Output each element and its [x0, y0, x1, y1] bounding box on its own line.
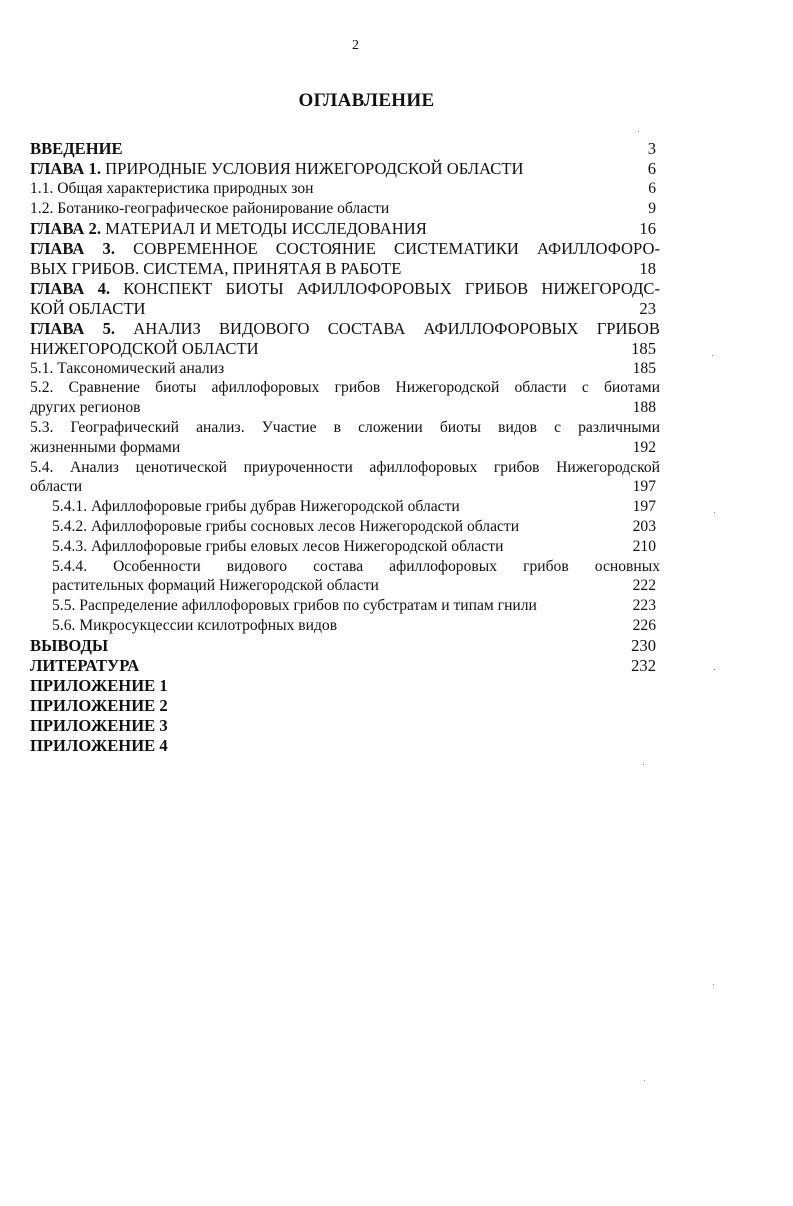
- toc-entry-chapter-4[interactable]: [30, 279, 660, 319]
- toc-entry-title: ВВЕДЕНИЕ: [30, 139, 123, 158]
- scan-speck: [712, 355, 713, 356]
- toc-entry-title-line1: 5.4. Анализ ценотической приуроченности афиллофоровых грибов Нижегородской: [30, 458, 660, 476]
- toc-entry-page: 232: [631, 655, 656, 675]
- toc-entry-appendix-3[interactable]: [30, 716, 660, 736]
- toc-entry-page: 6: [647, 159, 656, 178]
- toc-entry-title-line2: области: [30, 478, 83, 496]
- toc-entry-page: 9: [648, 199, 656, 217]
- toc-entry-5-6[interactable]: [30, 616, 660, 636]
- toc-entry-5-2[interactable]: [30, 378, 660, 418]
- toc-entry-page: 16: [639, 218, 656, 238]
- scan-speck: [713, 984, 714, 985]
- toc-entry-title-line2: ВЫХ ГРИБОВ. СИСТЕМА, ПРИНЯТАЯ В РАБОТЕ: [30, 258, 402, 278]
- toc-entry-page: 185: [631, 338, 656, 358]
- toc-entry-page: 203: [632, 517, 656, 535]
- toc-entry-page: 3: [647, 139, 656, 158]
- scan-speck: [643, 764, 644, 765]
- toc-entry-title: 5.5. Распределение афиллофоровых грибов по субстратам и типам гнили: [52, 597, 537, 615]
- toc-entry-title: 1.1. Общая характеристика природных зон: [30, 180, 314, 197]
- toc-entry-page: 223: [632, 597, 656, 615]
- toc-entry-title: МАТЕРИАЛ И МЕТОДЫ ИССЛЕДОВАНИЯ: [105, 218, 427, 238]
- toc-entry-1-1[interactable]: [30, 179, 660, 199]
- toc-entry-title-line1: 5.2. Сравнение биоты афиллофоровых грибов Нижегородской области с биотами: [30, 379, 660, 397]
- toc-entry-title: 1.2. Ботанико-географическое районирование области: [30, 199, 390, 217]
- page-number: 2: [352, 38, 359, 53]
- toc-entry-title: ПРИЛОЖЕНИЕ 3: [30, 715, 168, 735]
- toc-entry-title-line1: КОНСПЕКТ БИОТЫ АФИЛЛОФОРОВЫХ ГРИБОВ НИЖЕГОРОДС-: [123, 278, 660, 298]
- scan-speck: [638, 131, 639, 132]
- toc-entry-5-5[interactable]: [30, 596, 660, 616]
- toc-entry-title: ПРИРОДНЫЕ УСЛОВИЯ НИЖЕГОРОДСКОЙ ОБЛАСТИ: [105, 159, 524, 178]
- page-title: ОГЛАВЛЕНИЕ: [298, 90, 435, 111]
- toc-entry-page: 210: [632, 537, 656, 555]
- toc-entry-intro[interactable]: [30, 139, 660, 159]
- toc-entry-title: 5.4.1. Афиллофоровые грибы дубрав Нижегородской области: [52, 498, 460, 516]
- toc-entry-chapter-2[interactable]: [30, 219, 660, 239]
- toc-entry-5-4-3[interactable]: [30, 537, 660, 557]
- chapter-label: ГЛАВА 1.: [30, 159, 102, 178]
- toc-entry-5-1[interactable]: [30, 359, 660, 379]
- toc-entry-title-line1: АНАЛИЗ ВИДОВОГО СОСТАВА АФИЛЛОФОРОВЫХ ГРИБОВ: [133, 318, 660, 338]
- toc-entry-chapter-3[interactable]: [30, 239, 660, 279]
- toc-entry-title: 5.4.3. Афиллофоровые грибы еловых лесов Нижегородской области: [52, 537, 504, 555]
- toc-entry-title: 5.1. Таксономический анализ: [30, 359, 225, 377]
- toc-entry-appendix-2[interactable]: [30, 696, 660, 716]
- toc-entry-title-line2: КОЙ ОБЛАСТИ: [30, 298, 146, 318]
- toc-entry-conclusions[interactable]: [30, 636, 660, 656]
- toc-entry-page: 185: [632, 359, 656, 377]
- toc-entry-page: 222: [632, 577, 656, 595]
- toc-entry-5-3[interactable]: [30, 418, 660, 458]
- toc-entry-page: 23: [639, 298, 656, 318]
- toc-entry-title-line2: других регионов: [30, 399, 141, 417]
- toc-entry-page: 188: [632, 399, 656, 417]
- scan-speck: [644, 1080, 645, 1081]
- toc-entry-5-4-2[interactable]: [30, 517, 660, 537]
- toc-entry-title: ПРИЛОЖЕНИЕ 2: [30, 695, 168, 715]
- toc-entry-title-line1: 5.3. Географический анализ. Участие в сложении биоты видов с различными: [30, 418, 660, 436]
- toc-entry-title-line2: жизненными формами: [30, 438, 181, 456]
- toc-entry-title: ПРИЛОЖЕНИЕ 4: [30, 735, 168, 755]
- toc-entry-page: 226: [632, 616, 656, 634]
- toc-entry-title: 5.4.2. Афиллофоровые грибы сосновых лесов Нижегородской области: [52, 517, 520, 535]
- toc-entry-title: ВЫВОДЫ: [30, 635, 109, 655]
- toc-entry-title-line2: растительных формаций Нижегородской области: [52, 577, 379, 595]
- chapter-label: ГЛАВА 5.: [30, 318, 116, 338]
- toc-entry-page: 6: [648, 180, 656, 197]
- table-of-contents: [30, 139, 660, 756]
- toc-entry-chapter-5[interactable]: [30, 319, 660, 359]
- chapter-label: ГЛАВА 2.: [30, 218, 102, 238]
- toc-entry-chapter-1[interactable]: [30, 159, 660, 179]
- toc-entry-page: 197: [632, 498, 656, 516]
- toc-entry-title: 5.6. Микросукцессии ксилотрофных видов: [52, 616, 338, 634]
- toc-entry-literature[interactable]: [30, 656, 660, 676]
- toc-entry-page: 18: [639, 258, 656, 278]
- toc-entry-5-4[interactable]: [30, 458, 660, 498]
- chapter-label: ГЛАВА 4.: [30, 278, 111, 298]
- toc-entry-title-line1: 5.4.4. Особенности видового состава афиллофоровых грибов основных: [52, 557, 660, 575]
- toc-entry-appendix-1[interactable]: [30, 676, 660, 696]
- toc-entry-1-2[interactable]: [30, 199, 660, 219]
- scan-speck: [714, 512, 715, 513]
- toc-entry-appendix-4[interactable]: [30, 736, 660, 756]
- toc-entry-5-4-4[interactable]: [30, 557, 660, 597]
- toc-entry-title: ЛИТЕРАТУРА: [30, 655, 140, 675]
- toc-entry-title-line2: НИЖЕГОРОДСКОЙ ОБЛАСТИ: [30, 338, 259, 358]
- toc-entry-title-line1: СОВРЕМЕННОЕ СОСТОЯНИЕ СИСТЕМАТИКИ АФИЛЛОФОРО-: [133, 238, 660, 258]
- toc-entry-title: ПРИЛОЖЕНИЕ 1: [30, 675, 168, 695]
- toc-entry-page: 192: [632, 438, 656, 456]
- toc-entry-page: 230: [631, 635, 656, 655]
- chapter-label: ГЛАВА 3.: [30, 238, 115, 258]
- scan-speck: [714, 669, 715, 670]
- toc-entry-5-4-1[interactable]: [30, 497, 660, 517]
- toc-entry-page: 197: [632, 478, 656, 496]
